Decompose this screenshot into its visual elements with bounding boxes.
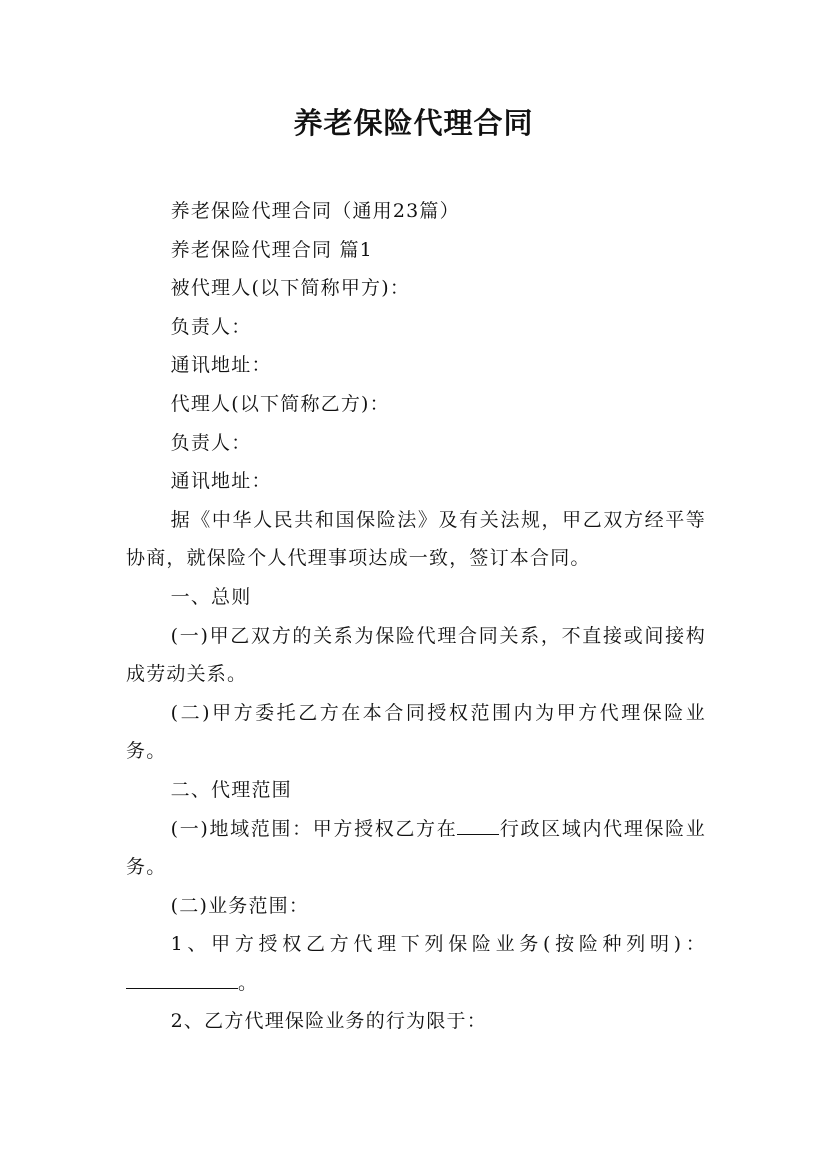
paragraph-general-heading: 一、总则: [170, 585, 252, 608]
territory-text-before: (一)地域范围：甲方授权乙方在: [170, 817, 458, 840]
paragraph-item-2: 2、乙方代理保险业务的行为限于：: [170, 1010, 487, 1033]
territory-text-after: 行政区域内代理保险业务。: [126, 817, 706, 879]
paragraph-agent: 代理人(以下简称乙方)：: [170, 392, 390, 415]
paragraph-principal-address: 通讯地址：: [170, 354, 272, 377]
item1-blank: [126, 987, 238, 989]
paragraph-subtitle: 养老保险代理合同（通用23篇）: [170, 200, 460, 222]
paragraph-principal-manager: 负责人：: [170, 315, 252, 338]
paragraph-agent-manager: 负责人：: [170, 431, 252, 454]
paragraph-general-2: (二)甲方委托乙方在本合同授权范围内为甲方代理保险业务。: [126, 701, 706, 763]
paragraph-section-heading: 养老保险代理合同 篇1: [170, 238, 373, 261]
document-body: [126, 192, 706, 1041]
item1-text-before: 1、甲方授权乙方代理下列保险业务(按险种列明)：: [170, 933, 706, 956]
paragraph-territory: [126, 810, 706, 887]
paragraph-scope-heading: 二、代理范围: [170, 778, 292, 801]
item1-text-after: 。: [238, 971, 259, 994]
paragraph-business-scope: (二)业务范围：: [170, 894, 310, 917]
paragraph-general-1: (一)甲乙双方的关系为保险代理合同关系，不直接或间接构成劳动关系。: [126, 624, 706, 686]
paragraph-principal: 被代理人(以下简称甲方)：: [170, 277, 411, 300]
paragraph-item-1: [126, 925, 706, 1002]
paragraph-agent-address: 通讯地址：: [170, 470, 272, 493]
territory-blank: [457, 833, 499, 835]
paragraph-preamble: 据《中华人民共和国保险法》及有关法规，甲乙双方经平等协商，就保险个人代理事项达成一致，签订本合同。: [126, 508, 706, 570]
document-title: 养老保险代理合同: [293, 106, 534, 140]
